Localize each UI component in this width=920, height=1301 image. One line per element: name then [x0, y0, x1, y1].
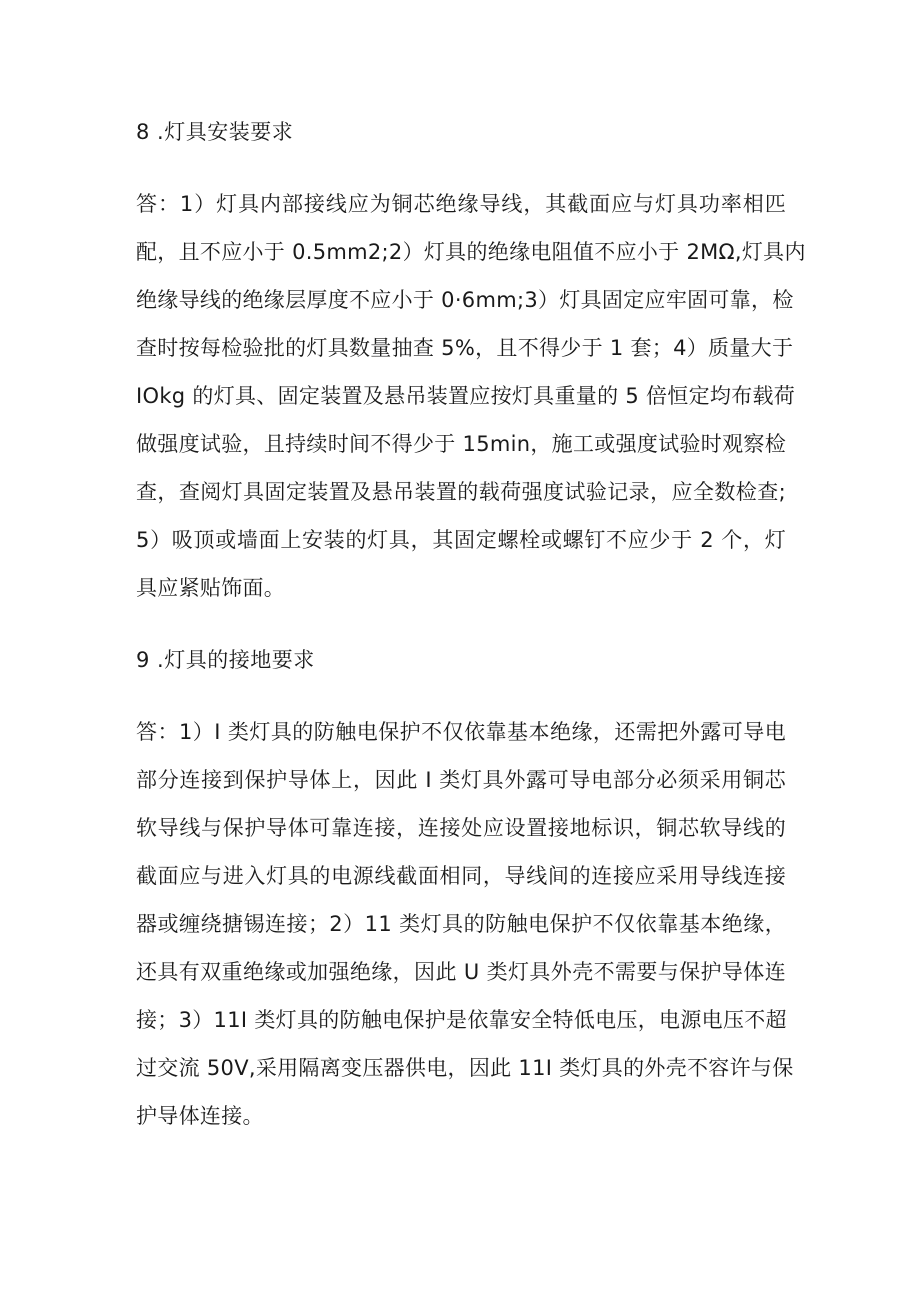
- section-9-line: 过交流 50V,采用隔离变压器供电，因此 11I 类灯具的外壳不容许与保: [136, 1056, 794, 1080]
- section-8-line: 5）吸顶或墙面上安装的灯具，其固定螺栓或螺钉不应少于 2 个，灯: [136, 528, 786, 552]
- section-8-line: 答：1）灯具内部接线应为铜芯绝缘导线，其截面应与灯具功率相匹: [136, 192, 786, 216]
- section-8-line: 配，且不应小于 0.5mm2;2）灯具的绝缘电阻值不应小于 2MΩ,灯具内: [136, 240, 806, 264]
- section-9-line: 部分连接到保护导体上，因此 I 类灯具外露可导电部分必须采用铜芯: [136, 768, 786, 792]
- section-9-line: 答：1）I 类灯具的防触电保护不仅依靠基本绝缘，还需把外露可导电: [136, 720, 786, 744]
- section-8-line: 查，查阅灯具固定装置及悬吊装置的载荷强度试验记录，应全数检查;: [136, 480, 786, 504]
- section-8-line: 绝缘导线的绝缘层厚度不应小于 0·6mm;3）灯具固定应牢固可靠，检: [136, 288, 794, 312]
- section-9-line: 截面应与进入灯具的电源线截面相同，导线间的连接应采用导线连接: [136, 864, 786, 888]
- section-9-line: 还具有双重绝缘或加强绝缘，因此 U 类灯具外壳不需要与保护导体连: [136, 960, 786, 984]
- section-8-line: 查时按每检验批的灯具数量抽查 5%，且不得少于 1 套；4）质量大于: [136, 336, 794, 360]
- section-9-line: 护导体连接。: [136, 1104, 264, 1128]
- section-8-line: IOkg 的灯具、固定装置及悬吊装置应按灯具重量的 5 倍恒定均布载荷: [136, 384, 796, 408]
- section-9-line: 器或缠绕搪锡连接；2）11 类灯具的防触电保护不仅依靠基本绝缘，: [136, 912, 786, 936]
- section-9-line: 接；3）11I 类灯具的防触电保护是依靠安全特低电压，电源电压不超: [136, 1008, 787, 1032]
- section-8-line: 具应紧贴饰面。: [136, 576, 286, 600]
- section-8-heading: 8 .灯具安装要求: [136, 120, 294, 144]
- section-9-line: 软导线与保护导体可靠连接，连接处应设置接地标识，铜芯软导线的: [136, 816, 786, 840]
- section-8-line: 做强度试验，且持续时间不得少于 15min，施工或强度试验时观察检: [136, 432, 786, 456]
- section-9-heading: 9 .灯具的接地要求: [136, 648, 315, 672]
